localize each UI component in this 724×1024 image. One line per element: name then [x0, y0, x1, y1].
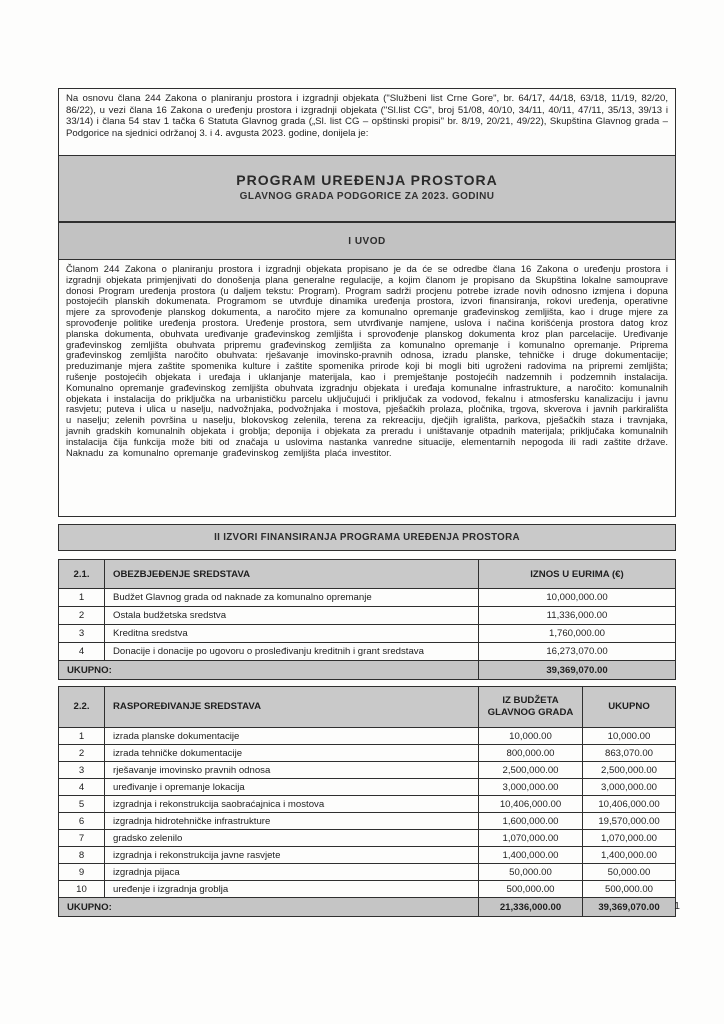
table21-title: OBEZBJEĐENJE SREDSTAVA — [105, 560, 479, 589]
funds-allocation-row — [59, 830, 676, 847]
row-label-cell: izgradnja i rekonstrukcija saobraćajnica i mostova — [105, 796, 479, 813]
row-budget-cell: 1,400,000.00 — [479, 847, 583, 864]
section-1-body: Članom 244 Zakona o planiranju prostora i izgradnji objekata propisano je da će se odredbe člana 16 Zakona o uređenju prostora i izgradnji objekata primjenjivati do donošenja plana generalne regulacije, a kojim članom je propisano da Skupština lokalne samouprave donosi Program uređenja prostora (u daljem tekstu: Program). Program sadrži procjenu potrebe izrade novih odnosno izmjena i dopuna postojećih planskih dokumenata. Programom se utvrđuje dinamika uređenja prostora, izvori finansiranja, rokovi uređenja, operativne mjere za sprovođenje planskog dokumenta, a naročito mjere za komunalno opremanje građevinskog zemljišta, kao i druge mjere za sprovođenje politike uređenja prostora. Uređenje prostora, sem utvrđivanje namjene, uslova i načina korišćenja prostora datog kroz planska dokumenta, obuhvata uređivanje građevinskog zemljišta i sprovođenje planskog dokumenta kroz plan parcelacije. Uređivanje građevinskog zemljišta obuhvata pripremu građevinskog zemljišta za komunalno opremanje i komunalno opremanje. Priprema građevinskog zemljišta naročito obuhvata: rješavanje imovinsko-pravnih odnosa, izradu planske, tehničke i druge dokumentacije; preduzimanje mjera zaštite spomenika kulture i zaštite spomenika prirode koji bi mogli biti ugroženi radovima na pripremi zemljišta; rušenje postojećih objekata i uređaja i uklanjanje materijala, kao i premještanje postojećih nadzemnih i podzemnih instalacija. Komunalno opremanje građevinskog zemljišta obuhvata izgradnju objekata i uređaja komunalne infrastrukture, a naročito: komunalnih objekata i instalacija do priključka na urbanističku parcelu uključujući i priključak za vodovod, fekalnu i atmosfersku kanalizaciju i javnu rasvjetu; puteva i ulica u naselju, nadvožnjaka, podvožnjaka i mostova, pješačkih prolaza, pločnika, trgova, skverova i javnih parkirališta u naselju; zelenih površina u naselju, blokovskog zelenila, terena za rekreaciju, dječjih igrališta, parkova, pješačkih staza i travnjaka, javnih gradskih komunalnih objekata i groblja; deponija i objekata za preradu i uništavanje otpadnih materijala; priključaka komunalnih instalacija čija funkcija može biti od značaja u uslovima nastanka vanredne situacije, elementarnih nepogoda ili radi zaštite države. Naknadu za komunalno opremanje građevinskog zemljišta plaća investitor. — [58, 259, 676, 517]
row-number-cell: 3 — [59, 625, 105, 643]
table21-amount-header: IZNOS U EURIMA (€) — [479, 560, 676, 589]
row-label-cell: rješavanje imovinsko pravnih odnosa — [105, 762, 479, 779]
row-label-cell: Budžet Glavnog grada od naknade za komunalno opremanje — [105, 589, 479, 607]
funds-allocation-header-row — [59, 687, 676, 728]
row-amount-cell: 16,273,070.00 — [479, 643, 676, 661]
row-total-cell: 1,400,000.00 — [583, 847, 676, 864]
funds-allocation-table — [58, 686, 676, 917]
row-total-cell: 1,070,000.00 — [583, 830, 676, 847]
row-label-cell: izrada tehničke dokumentacije — [105, 745, 479, 762]
row-budget-cell: 500,000.00 — [479, 881, 583, 898]
page-number: 1 — [674, 900, 680, 912]
table22-code: 2.2. — [59, 687, 105, 728]
table22-total-amount: 39,369,070.00 — [583, 898, 676, 917]
row-budget-cell: 50,000.00 — [479, 864, 583, 881]
row-label-cell: izrada planske dokumentacije — [105, 728, 479, 745]
row-budget-cell: 1,600,000.00 — [479, 813, 583, 830]
row-label-cell: Kreditna sredstva — [105, 625, 479, 643]
row-label-cell: gradsko zelenilo — [105, 830, 479, 847]
financing-source-row — [59, 625, 676, 643]
financing-sources-table — [58, 559, 676, 680]
row-total-cell: 19,570,000.00 — [583, 813, 676, 830]
table21-total-label: UKUPNO: — [59, 661, 479, 680]
row-number-cell: 2 — [59, 745, 105, 762]
table22-total-header: UKUPNO — [583, 687, 676, 728]
financing-source-row — [59, 643, 676, 661]
row-label-cell: uređivanje i opremanje lokacija — [105, 779, 479, 796]
row-budget-cell: 800,000.00 — [479, 745, 583, 762]
row-amount-cell: 11,336,000.00 — [479, 607, 676, 625]
row-number-cell: 2 — [59, 607, 105, 625]
row-number-cell: 9 — [59, 864, 105, 881]
row-total-cell: 3,000,000.00 — [583, 779, 676, 796]
row-label-cell: Donacije i donacije po ugovoru o prosleđivanju kreditnih i grant sredstava — [105, 643, 479, 661]
funds-allocation-row — [59, 864, 676, 881]
financing-source-row — [59, 607, 676, 625]
document-title: PROGRAM UREĐENJA PROSTORA — [236, 172, 498, 188]
funds-allocation-row — [59, 745, 676, 762]
funds-allocation-row — [59, 762, 676, 779]
row-number-cell: 7 — [59, 830, 105, 847]
funds-allocation-row — [59, 796, 676, 813]
row-number-cell: 1 — [59, 728, 105, 745]
funds-allocation-total-row — [59, 898, 676, 917]
funds-allocation-row — [59, 728, 676, 745]
legal-preamble: Na osnovu člana 244 Zakona o planiranju prostora i izgradnji objekata ("Službeni list Crne Gore", br. 64/17, 44/18, 63/18, 11/19, 82/20, 86/22), u vezi člana 16 Zakona o uređenju prostora i izgradnji objekata ("Sl.list CG", broj 51/08, 40/10, 34/11, 40/11, 47/11, 35/13, 39/13 i 33/14) i člana 54 stav 1 tačka 6 Statuta Glavnog grada („Sl. list CG – opštinski propisi" br. 8/19, 20/21, 49/22), Skupština Glavnog grada – Podgorice na sjednici održanoj 3. i 4. avgusta 2023. godine, donijela je: — [58, 88, 676, 156]
row-budget-cell: 3,000,000.00 — [479, 779, 583, 796]
row-budget-cell: 10,406,000.00 — [479, 796, 583, 813]
table22-total-budget: 21,336,000.00 — [479, 898, 583, 917]
table21-total-amount: 39,369,070.00 — [479, 661, 676, 680]
row-number-cell: 3 — [59, 762, 105, 779]
table22-title: RASPOREĐIVANJE SREDSTAVA — [105, 687, 479, 728]
row-number-cell: 1 — [59, 589, 105, 607]
row-number-cell: 8 — [59, 847, 105, 864]
row-number-cell: 10 — [59, 881, 105, 898]
row-number-cell: 4 — [59, 779, 105, 796]
document-subtitle: GLAVNOG GRADA PODGORICE ZA 2023. GODINU — [239, 191, 495, 202]
row-total-cell: 50,000.00 — [583, 864, 676, 881]
section-1-heading: I UVOD — [58, 221, 676, 260]
table22-budget-header: IZ BUDŽETA GLAVNOG GRADA — [479, 687, 583, 728]
row-number-cell: 6 — [59, 813, 105, 830]
row-amount-cell: 10,000,000.00 — [479, 589, 676, 607]
row-budget-cell: 1,070,000.00 — [479, 830, 583, 847]
row-budget-cell: 10,000.00 — [479, 728, 583, 745]
row-label-cell: izgradnja i rekonstrukcija javne rasvjete — [105, 847, 479, 864]
row-total-cell: 2,500,000.00 — [583, 762, 676, 779]
funds-allocation-row — [59, 779, 676, 796]
financing-sources-header-row — [59, 560, 676, 589]
row-total-cell: 863,070.00 — [583, 745, 676, 762]
row-number-cell: 4 — [59, 643, 105, 661]
row-label-cell: Ostala budžetska sredstva — [105, 607, 479, 625]
row-amount-cell: 1,760,000.00 — [479, 625, 676, 643]
financing-sources-total-row — [59, 661, 676, 680]
funds-allocation-row — [59, 881, 676, 898]
table22-total-label: UKUPNO: — [59, 898, 479, 917]
financing-source-row — [59, 589, 676, 607]
row-number-cell: 5 — [59, 796, 105, 813]
document-content — [58, 88, 676, 917]
row-total-cell: 10,000.00 — [583, 728, 676, 745]
document-title-block — [58, 155, 676, 222]
funds-allocation-row — [59, 847, 676, 864]
row-budget-cell: 2,500,000.00 — [479, 762, 583, 779]
row-label-cell: izgradnja hidrotehničke infrastrukture — [105, 813, 479, 830]
row-total-cell: 500,000.00 — [583, 881, 676, 898]
row-total-cell: 10,406,000.00 — [583, 796, 676, 813]
row-label-cell: izgradnja pijaca — [105, 864, 479, 881]
table21-code: 2.1. — [59, 560, 105, 589]
section-2-heading: II IZVORI FINANSIRANJA PROGRAMA UREĐENJA PROSTORA — [58, 524, 676, 551]
row-label-cell: uređenje i izgradnja groblja — [105, 881, 479, 898]
funds-allocation-row — [59, 813, 676, 830]
